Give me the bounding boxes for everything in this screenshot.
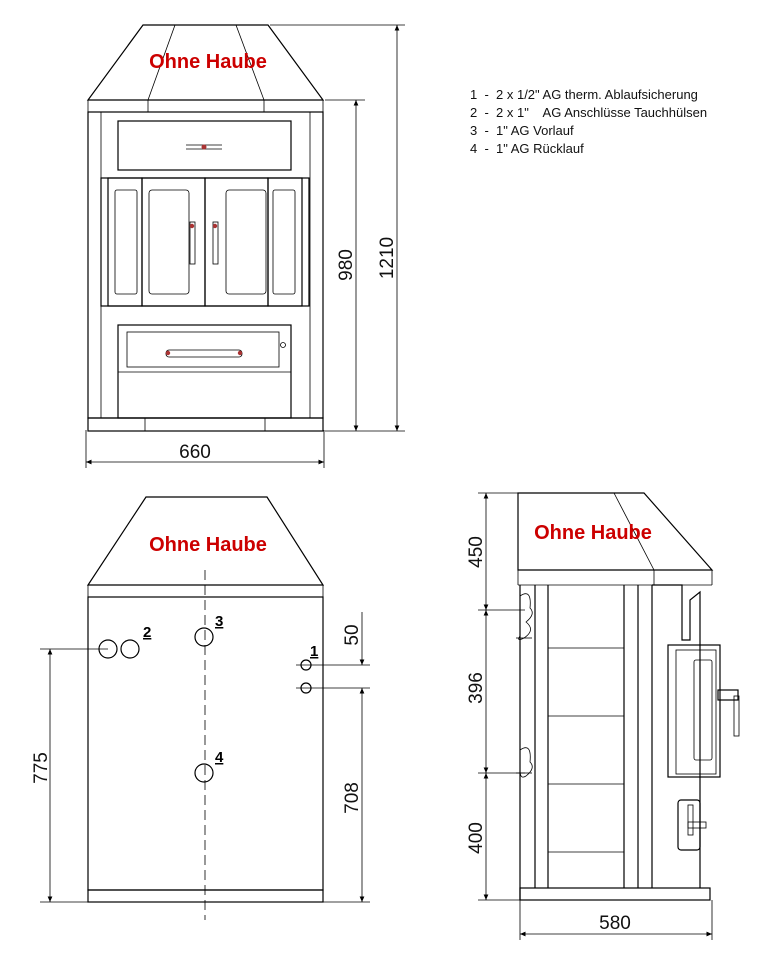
side-view bbox=[466, 493, 739, 940]
connection-legend bbox=[470, 86, 707, 158]
back-base bbox=[88, 890, 323, 902]
svg-text:1210: 1210 bbox=[377, 236, 398, 280]
front-view bbox=[86, 25, 405, 468]
svg-text:775: 775 bbox=[31, 752, 52, 784]
back-body bbox=[88, 597, 323, 890]
back-view bbox=[31, 497, 370, 920]
marker-4: 4 bbox=[215, 749, 224, 766]
legend-item-1: 1 - 2 x 1/2" AG therm. Ablaufsicherung bbox=[470, 87, 698, 102]
connection-2b bbox=[121, 640, 139, 658]
front-dim-1210 bbox=[270, 25, 405, 431]
svg-text:980: 980 bbox=[336, 249, 357, 281]
front-dim-width bbox=[86, 430, 324, 468]
front-note: Ohne Haube bbox=[149, 51, 267, 73]
side-connection-upper bbox=[519, 594, 533, 640]
svg-text:400: 400 bbox=[466, 822, 487, 854]
side-note: Ohne Haube bbox=[534, 522, 652, 544]
legend-item-3: 3 - 1" AG Vorlauf bbox=[470, 123, 574, 138]
svg-text:660: 660 bbox=[179, 442, 211, 463]
svg-text:50: 50 bbox=[342, 624, 363, 646]
marker-1: 1 bbox=[310, 643, 319, 660]
front-body bbox=[88, 112, 323, 431]
side-ash-door bbox=[678, 800, 700, 850]
back-dim-708 bbox=[323, 688, 370, 902]
side-base bbox=[520, 888, 710, 900]
svg-text:580: 580 bbox=[599, 913, 631, 934]
front-base bbox=[88, 418, 323, 431]
side-dim-400 bbox=[466, 773, 520, 900]
connection-3 bbox=[195, 628, 213, 646]
side-dim-450 bbox=[466, 493, 518, 610]
marker-3: 3 bbox=[215, 613, 224, 630]
side-body bbox=[516, 585, 739, 900]
side-dim-396 bbox=[466, 610, 525, 773]
front-ash-drawer bbox=[118, 325, 291, 418]
connection-4 bbox=[195, 764, 213, 782]
back-dim-50 bbox=[316, 612, 370, 688]
legend-item-4: 4 - 1" AG Rücklauf bbox=[470, 141, 584, 156]
marker-2: 2 bbox=[143, 624, 152, 641]
front-dim-980 bbox=[325, 100, 365, 431]
side-handle bbox=[718, 690, 738, 700]
svg-text:708: 708 bbox=[342, 782, 363, 814]
side-dim-580 bbox=[520, 900, 712, 940]
svg-text:396: 396 bbox=[466, 672, 487, 704]
legend-item-2: 2 - 2 x 1" AG Anschlüsse Tauchhülsen bbox=[470, 105, 708, 120]
back-dim-775 bbox=[31, 649, 108, 902]
svg-text:450: 450 bbox=[466, 536, 487, 568]
back-note: Ohne Haube bbox=[149, 534, 267, 556]
